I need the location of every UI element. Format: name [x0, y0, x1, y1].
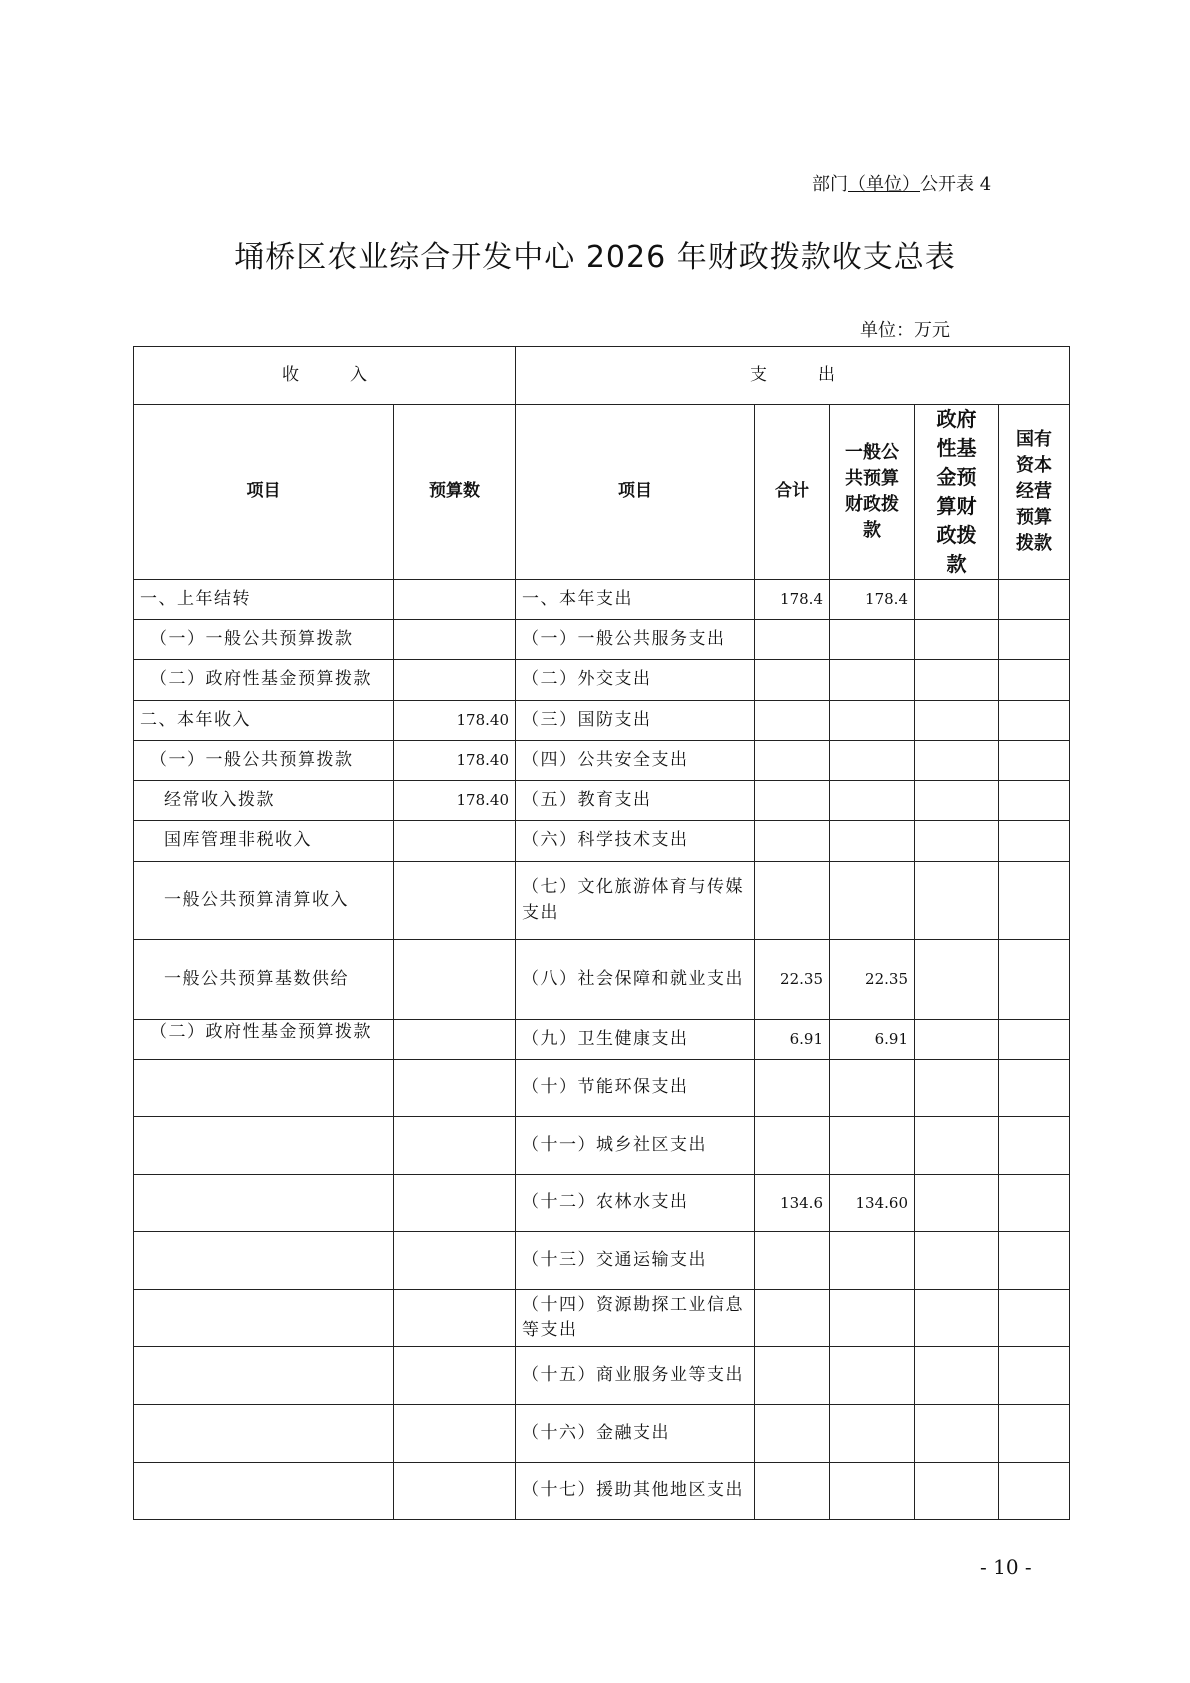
- expense-general-cell: 178.4: [830, 580, 915, 620]
- expense-state-capital-cell: [999, 1175, 1070, 1232]
- expense-gov-fund-cell: [915, 781, 999, 821]
- expense-state-capital-cell: [999, 620, 1070, 660]
- header-income: 收 入: [134, 347, 516, 405]
- expense-state-capital-cell: [999, 1117, 1070, 1175]
- expense-gov-fund-cell: [915, 620, 999, 660]
- unit-label: 单位：万元: [860, 320, 950, 341]
- income-item-cell: （一）一般公共预算拨款: [134, 741, 394, 781]
- expense-gov-fund-cell: [915, 1290, 999, 1347]
- expense-total-cell: 178.4: [755, 580, 830, 620]
- expense-total-cell: [755, 1232, 830, 1290]
- expense-state-capital-cell: [999, 741, 1070, 781]
- expense-state-capital-cell: [999, 1232, 1070, 1290]
- expense-general-cell: [830, 1405, 915, 1463]
- table-row: [134, 940, 1070, 1020]
- expense-total-cell: [755, 821, 830, 862]
- header-state-capital: 国有资本经营预算拨款: [999, 405, 1070, 580]
- table-row: [134, 1232, 1070, 1290]
- table-header-row: [134, 347, 1070, 405]
- expense-item-cell: （十四）资源勘探工业信息等支出: [516, 1290, 755, 1347]
- expense-item-cell: （二）外交支出: [516, 660, 755, 701]
- expense-item-cell: （七）文化旅游体育与传媒支出: [516, 862, 755, 940]
- expense-state-capital-cell: [999, 660, 1070, 701]
- income-budget-cell: [394, 1347, 516, 1405]
- expense-item-cell: （十七）援助其他地区支出: [516, 1463, 755, 1520]
- income-item-cell: 二、本年收入: [134, 701, 394, 741]
- expense-total-cell: [755, 1463, 830, 1520]
- income-item-cell: 一般公共预算清算收入: [134, 862, 394, 940]
- income-item-cell: 一、上年结转: [134, 580, 394, 620]
- expense-gov-fund-cell: [915, 580, 999, 620]
- expense-state-capital-cell: [999, 701, 1070, 741]
- table-row: [134, 660, 1070, 701]
- expense-total-cell: 6.91: [755, 1020, 830, 1060]
- table-row: [134, 1060, 1070, 1117]
- expense-gov-fund-cell: [915, 1020, 999, 1060]
- expense-item-cell: （一）一般公共服务支出: [516, 620, 755, 660]
- income-item-cell: [134, 1232, 394, 1290]
- header-general-budget: 一般公共预算财政拨款: [830, 405, 915, 580]
- income-item-cell: （二）政府性基金预算拨款: [134, 660, 394, 701]
- expense-item-cell: （六）科学技术支出: [516, 821, 755, 862]
- expense-gov-fund-cell: [915, 1463, 999, 1520]
- income-budget-cell: [394, 1020, 516, 1060]
- income-budget-cell: 178.40: [394, 781, 516, 821]
- income-budget-cell: [394, 660, 516, 701]
- expense-general-cell: [830, 781, 915, 821]
- expense-gov-fund-cell: [915, 701, 999, 741]
- income-budget-cell: [394, 1175, 516, 1232]
- expense-item-cell: （四）公共安全支出: [516, 741, 755, 781]
- expense-total-cell: [755, 741, 830, 781]
- expense-total-cell: 22.35: [755, 940, 830, 1020]
- table-row: [134, 701, 1070, 741]
- expense-gov-fund-cell: [915, 1175, 999, 1232]
- table-row: [134, 1347, 1070, 1405]
- income-budget-cell: [394, 580, 516, 620]
- expense-item-cell: （三）国防支出: [516, 701, 755, 741]
- table-row: [134, 1020, 1070, 1060]
- expense-gov-fund-cell: [915, 741, 999, 781]
- table-row: [134, 862, 1070, 940]
- expense-state-capital-cell: [999, 1463, 1070, 1520]
- expense-general-cell: [830, 1060, 915, 1117]
- expense-state-capital-cell: [999, 940, 1070, 1020]
- expense-gov-fund-cell: [915, 1405, 999, 1463]
- expense-state-capital-cell: [999, 580, 1070, 620]
- income-budget-cell: [394, 1117, 516, 1175]
- expense-state-capital-cell: [999, 1347, 1070, 1405]
- expense-total-cell: [755, 701, 830, 741]
- income-item-cell: （一）一般公共预算拨款: [134, 620, 394, 660]
- expense-general-cell: [830, 1347, 915, 1405]
- expense-general-cell: 134.60: [830, 1175, 915, 1232]
- header-total: 合计: [755, 405, 830, 580]
- expense-general-cell: [830, 821, 915, 862]
- expense-gov-fund-cell: [915, 660, 999, 701]
- income-budget-cell: [394, 940, 516, 1020]
- expense-total-cell: [755, 1290, 830, 1347]
- expense-general-cell: 6.91: [830, 1020, 915, 1060]
- expense-gov-fund-cell: [915, 1117, 999, 1175]
- table-row: [134, 580, 1070, 620]
- income-item-cell: [134, 1347, 394, 1405]
- expense-total-cell: [755, 781, 830, 821]
- expense-total-cell: [755, 1347, 830, 1405]
- income-item-cell: [134, 1463, 394, 1520]
- expense-item-cell: （十六）金融支出: [516, 1405, 755, 1463]
- expense-general-cell: [830, 1232, 915, 1290]
- header-expense-item: 项目: [516, 405, 755, 580]
- expense-gov-fund-cell: [915, 821, 999, 862]
- table-row: [134, 1463, 1070, 1520]
- expense-gov-fund-cell: [915, 1060, 999, 1117]
- income-item-cell: [134, 1405, 394, 1463]
- expense-general-cell: [830, 741, 915, 781]
- fiscal-summary-table: [133, 346, 1070, 1520]
- header-income-item: 项目: [134, 405, 394, 580]
- expense-state-capital-cell: [999, 1020, 1070, 1060]
- income-budget-cell: [394, 1290, 516, 1347]
- expense-state-capital-cell: [999, 821, 1070, 862]
- income-budget-cell: [394, 620, 516, 660]
- expense-general-cell: [830, 1117, 915, 1175]
- expense-state-capital-cell: [999, 862, 1070, 940]
- header-expense: 支 出: [516, 347, 1070, 405]
- expense-general-cell: [830, 1290, 915, 1347]
- expense-general-cell: [830, 701, 915, 741]
- expense-general-cell: [830, 660, 915, 701]
- page-number: - 10 -: [980, 1555, 1032, 1579]
- expense-state-capital-cell: [999, 1405, 1070, 1463]
- expense-total-cell: 134.6: [755, 1175, 830, 1232]
- expense-total-cell: [755, 1117, 830, 1175]
- expense-gov-fund-cell: [915, 1232, 999, 1290]
- table-row: [134, 1175, 1070, 1232]
- table-subheader-row: [134, 405, 1070, 580]
- form-number-prefix: 部门: [812, 174, 848, 195]
- income-item-cell: [134, 1175, 394, 1232]
- expense-total-cell: [755, 620, 830, 660]
- income-budget-cell: [394, 1405, 516, 1463]
- expense-item-cell: （十）节能环保支出: [516, 1060, 755, 1117]
- income-budget-cell: [394, 862, 516, 940]
- income-budget-cell: [394, 1232, 516, 1290]
- expense-gov-fund-cell: [915, 1347, 999, 1405]
- income-budget-cell: 178.40: [394, 741, 516, 781]
- table-row: [134, 1405, 1070, 1463]
- table-row: [134, 821, 1070, 862]
- expense-general-cell: 22.35: [830, 940, 915, 1020]
- expense-total-cell: [755, 660, 830, 701]
- table-row: [134, 1290, 1070, 1347]
- income-budget-cell: [394, 1463, 516, 1520]
- expense-item-cell: （八）社会保障和就业支出: [516, 940, 755, 1020]
- expense-item-cell: 一、本年支出: [516, 580, 755, 620]
- expense-general-cell: [830, 1463, 915, 1520]
- expense-item-cell: （十二）农林水支出: [516, 1175, 755, 1232]
- table-row: [134, 781, 1070, 821]
- income-item-cell: 一般公共预算基数供给: [134, 940, 394, 1020]
- expense-gov-fund-cell: [915, 940, 999, 1020]
- header-budget: 预算数: [394, 405, 516, 580]
- expense-item-cell: （十一）城乡社区支出: [516, 1117, 755, 1175]
- expense-gov-fund-cell: [915, 862, 999, 940]
- expense-state-capital-cell: [999, 1290, 1070, 1347]
- income-item-cell: [134, 1117, 394, 1175]
- page-title: 埇桥区农业综合开发中心 2026 年财政拨款收支总表: [234, 240, 956, 275]
- table-row: [134, 620, 1070, 660]
- income-item-cell: 国库管理非税收入: [134, 821, 394, 862]
- expense-state-capital-cell: [999, 781, 1070, 821]
- expense-total-cell: [755, 1405, 830, 1463]
- income-budget-cell: [394, 821, 516, 862]
- expense-general-cell: [830, 862, 915, 940]
- income-item-cell: 经常收入拨款: [134, 781, 394, 821]
- income-budget-cell: [394, 1060, 516, 1117]
- form-number-suffix: 公开表 4: [920, 174, 992, 195]
- expense-item-cell: （九）卫生健康支出: [516, 1020, 755, 1060]
- form-number: [812, 170, 991, 196]
- expense-state-capital-cell: [999, 1060, 1070, 1117]
- income-item-cell: （二）政府性基金预算拨款: [134, 1020, 394, 1060]
- expense-item-cell: （十三）交通运输支出: [516, 1232, 755, 1290]
- table-row: [134, 741, 1070, 781]
- expense-item-cell: （十五）商业服务业等支出: [516, 1347, 755, 1405]
- expense-total-cell: [755, 862, 830, 940]
- income-budget-cell: 178.40: [394, 701, 516, 741]
- form-number-unit: （单位）: [848, 174, 920, 195]
- expense-item-cell: （五）教育支出: [516, 781, 755, 821]
- table-row: [134, 1117, 1070, 1175]
- expense-general-cell: [830, 620, 915, 660]
- expense-total-cell: [755, 1060, 830, 1117]
- income-item-cell: [134, 1290, 394, 1347]
- header-gov-fund: 政府性基金预算财政拨款: [915, 405, 999, 580]
- income-item-cell: [134, 1060, 394, 1117]
